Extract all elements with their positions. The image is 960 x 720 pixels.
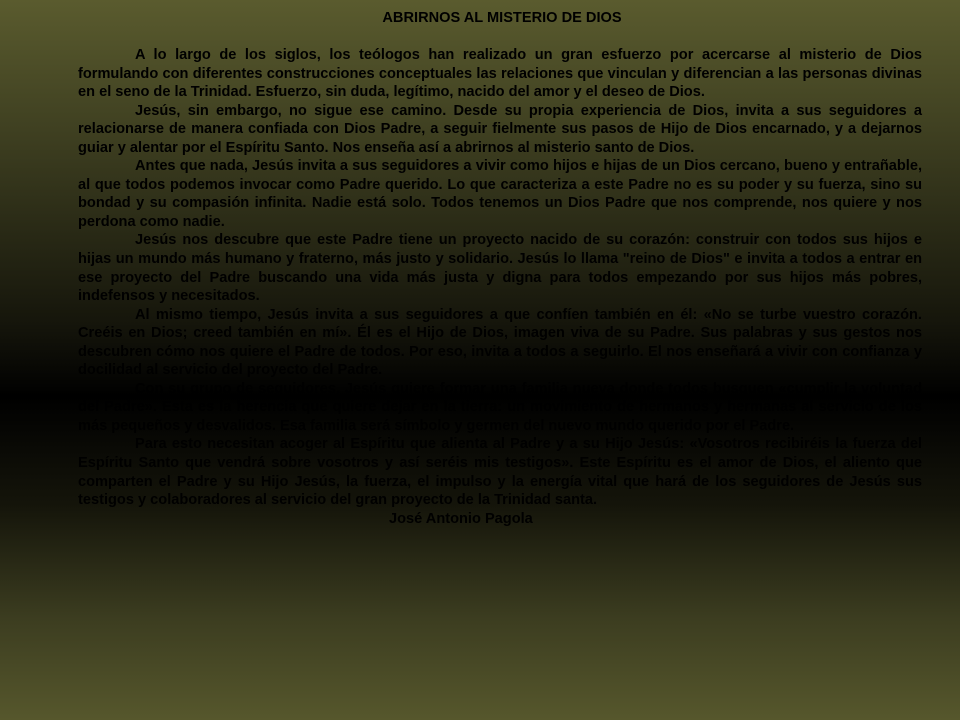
document-slide xyxy=(78,9,922,528)
paragraph-5: Al mismo tiempo, Jesús invita a sus seguidores a que confíen también en él: «No se turbe vuestro corazón. Creéis en Dios; creed también en mí». Él es el Hijo de Dios, imagen viva de su Padre. Sus palabras y sus gestos nos descubren cómo nos quiere el Padre de todos. Por eso, invita a todos a seguirlo. El nos enseñará a vivir con confianza y docilidad al servicio del proyecto del Padre. xyxy=(78,306,922,379)
author-signature: José Antonio Pagola xyxy=(389,510,533,527)
paragraph-3: Antes que nada, Jesús invita a sus seguidores a vivir como hijos e hijas de un Dios cercano, bueno y entrañable, al que todos podemos invocar como Padre querido. Lo que caracteriza a este Padre no es su poder y su fuerza, sino su bondad y su compasión infinita. Nadie está solo. Todos tenemos un Dios Padre que nos comprende, nos quiere y nos perdona como nadie. xyxy=(78,158,922,230)
document-title: ABRIRNOS AL MISTERIO DE DIOS xyxy=(382,10,622,26)
paragraph-2: Jesús, sin embargo, no sigue ese camino. Desde su propia experiencia de Dios, invita a sus seguidores a relacionarse de manera confiada con Dios Padre, a seguir fielmente sus pasos de Hijo de Dios encarnado, y a dejarnos guiar y alentar por el Espíritu Santo. Nos enseña así a abrirnos al misterio santo de Dios. xyxy=(78,102,922,156)
paragraph-6: Con su grupo de seguidores, Jesús quiere formar una familia nueva donde todos busquen «cumplir la voluntad del Padre». Esta es la herencia que quiere dejar en la tierra: un movimiento de hermanos y hermanas al servicio de los más pequeños y desvalidos. Esa familia será símbolo y germen del nuevo mundo querido por el Padre. xyxy=(78,380,922,434)
paragraph-1: A lo largo de los siglos, los teólogos han realizado un gran esfuerzo por acercarse al misterio de Dios formulando con diferentes construcciones conceptuales las relaciones que vinculan y diferencian a las personas divinas en el seno de la Trinidad. Esfuerzo, sin duda, legítimo, nacido del amor y el deseo de Dios. xyxy=(78,47,922,101)
paragraph-7: Para esto necesitan acoger al Espíritu que alienta al Padre y a su Hijo Jesús: «Vosotros recibiréis la fuerza del Espíritu Santo que vendrá sobre vosotros y así seréis mis testigos». Este Espíritu es el amor de Dios, el aliento que comparten el Padre y su Hijo Jesús, la fuerza, el impulso y la energía vital que hará de los seguidores de Jesús sus testigos y colaboradores al servicio del gran proyecto de la Trinidad santa. xyxy=(78,436,922,509)
paragraph-4: Jesús nos descubre que este Padre tiene un proyecto nacido de su corazón: construir con todos sus hijos e hijas un mundo más humano y fraterno, más justo y solidario. Jesús lo llama "reino de Dios" e invita a todos a entrar en ese proyecto del Padre buscando una vida más justa y digna para todos empezando por sus hijos más pobres, indefensos y necesitados. xyxy=(78,232,922,305)
